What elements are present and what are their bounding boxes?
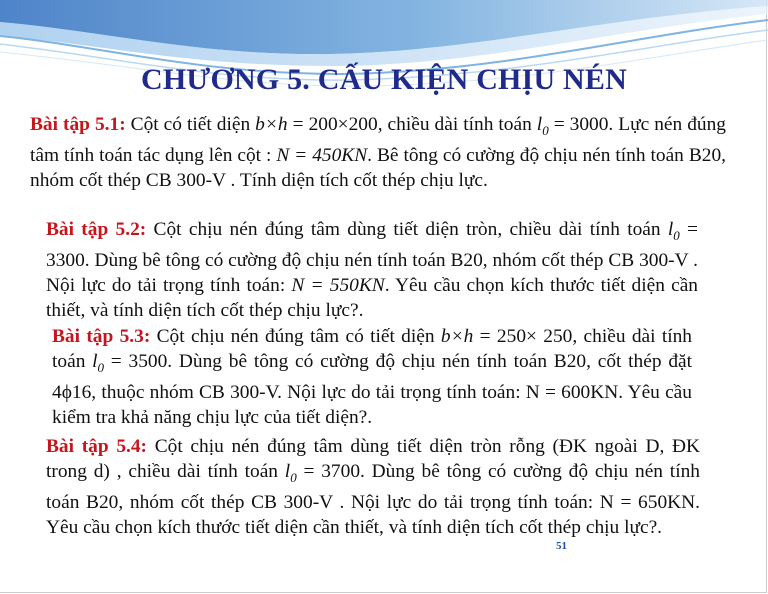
exercise-text: = 3300. Dùng bê tông có cường độ chịu nén tính toán B20, nhóm cốt thép CB 300-V . Nội lực do tải trọng tính toán:: [46, 219, 698, 296]
math-expression: N = 550KN: [291, 275, 385, 296]
exercise-label: Bài tập 5.1:: [30, 114, 126, 135]
exercise-text: = 3500. Dùng bê tông có cường độ chịu nén tính toán B20, cốt thép đặt 4ϕ16, thuộc nhóm CB 300-V. Nội lực do tải trọng tính toán: N = 600KN. Yêu cầu kiểm tra khả năng chịu lực của tiết diện?.: [52, 351, 693, 428]
exercise-5-4: [46, 434, 700, 540]
math-symbol: l: [536, 114, 543, 135]
exercise-text: = 250× 250, chiều dài tính toán: [52, 326, 693, 372]
exercise-5-1: [30, 112, 726, 193]
exercise-text: = 3700. Dùng bê tông có cường độ chịu nén tính toán B20, nhóm cốt thép CB 300-V . Nội lực do tải trọng tính toán: N = 650KN. Yêu cầu chọn kích thước tiết diện cần thiết, và tính diện tích cốt thép chịu lực?.: [46, 461, 700, 538]
math-symbol: l: [667, 219, 674, 240]
exercise-text: . Bê tông có cường độ chịu nén tính toán B20, nhóm cốt thép CB 300-V . Tính diện tích cốt thép chịu lực.: [30, 145, 726, 191]
exercise-text: Cột chịu nén đúng tâm có tiết diện: [150, 326, 441, 347]
exercise-label: Bài tập 5.3:: [52, 326, 151, 347]
math-expression: b×h: [440, 326, 474, 347]
exercise-text: = 3000. Lực nén đúng tâm tính toán tác dụng lên cột :: [30, 114, 727, 166]
math-symbol: l: [284, 461, 291, 482]
math-expression: b×h: [255, 114, 288, 135]
math-subscript: 0: [290, 470, 297, 485]
slide-title: CHƯƠNG 5. CẤU KIỆN CHỊU NÉN: [141, 63, 627, 96]
math-subscript: 0: [673, 228, 680, 243]
exercise-5-2: [46, 217, 698, 323]
math-subscript: 0: [97, 360, 105, 375]
math-symbol: l: [92, 351, 98, 372]
exercise-text: = 200×200, chiều dài tính toán: [287, 114, 537, 135]
math-subscript: 0: [542, 123, 549, 138]
exercise-label: Bài tập 5.4:: [46, 436, 148, 457]
math-expression: N = 450KN: [276, 145, 368, 166]
exercise-text: . Yêu cầu chọn kích thước tiết diện cần thiết, và tính diện tích cốt thép chịu lực?.: [46, 275, 698, 321]
exercise-text: Cột chịu nén đúng tâm dùng tiết diện tròn rỗng (ĐK ngoài D, ĐK trong d) , chiều dài tính toán: [46, 436, 700, 482]
exercise-5-3: [52, 324, 692, 430]
exercise-text: Cột có tiết diện: [125, 114, 256, 135]
page-number: 51: [556, 540, 567, 552]
exercise-label: Bài tập 5.2:: [46, 219, 147, 240]
exercise-text: Cột chịu nén đúng tâm dùng tiết diện tròn, chiều dài tính toán: [146, 219, 668, 240]
